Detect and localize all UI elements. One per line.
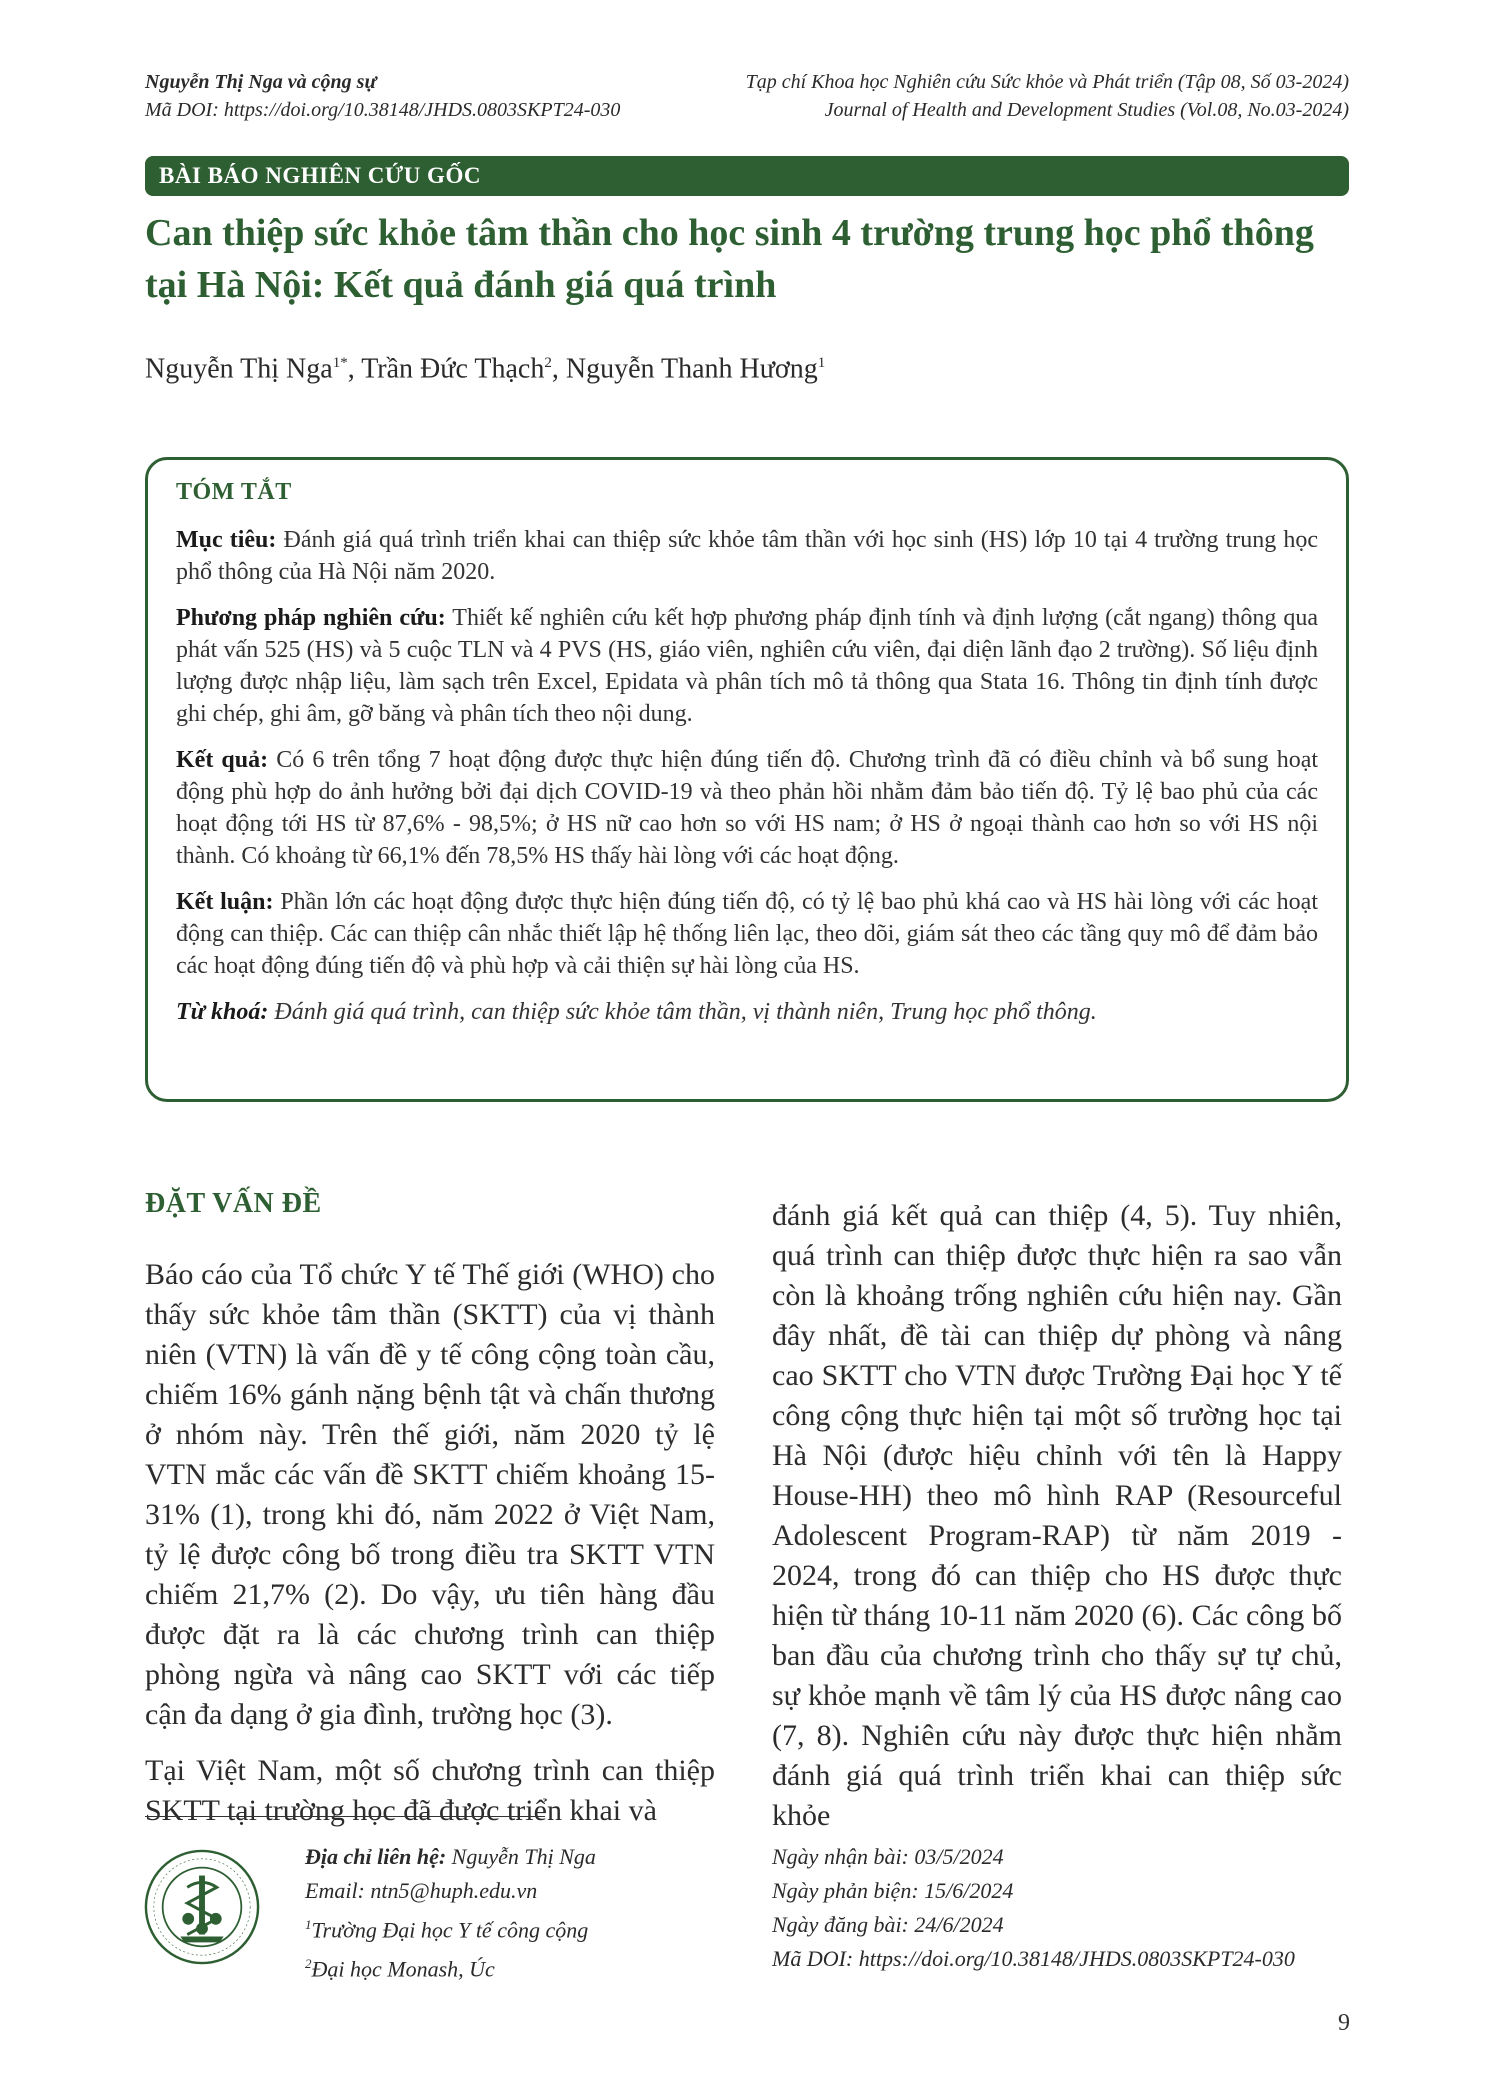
received-date: Ngày nhận bài: 03/5/2024 — [772, 1844, 1004, 1869]
abstract-box — [145, 457, 1349, 1102]
author-affiliation-mark: 1* — [332, 355, 348, 371]
email-address[interactable]: ntn5@huph.edu.vn — [370, 1878, 538, 1903]
header-author: Nguyễn Thị Nga và cộng sự — [145, 71, 377, 93]
body-column-right — [772, 1196, 1342, 1852]
article-type-banner: BÀI BÁO NGHIÊN CỨU GỐC — [145, 156, 1349, 196]
affiliation-text: Trường Đại học Y tế công cộng — [311, 1917, 589, 1943]
publish-date: Ngày đăng bài: 24/6/2024 — [772, 1912, 1004, 1937]
email-label: Email: — [305, 1878, 365, 1903]
abstract-keywords — [176, 996, 1318, 1028]
author-name: Trần Đức Thạch — [361, 353, 545, 385]
body-column-left — [145, 1255, 715, 1847]
page-number: 9 — [1338, 2010, 1350, 2036]
header-doi: Mã DOI: https://doi.org/10.38148/JHDS.0803SKPT24-030 — [145, 99, 621, 121]
abstract-label: Phương pháp nghiên cứu: — [176, 605, 446, 631]
section-heading: ĐẶT VẤN ĐỀ — [145, 1188, 322, 1219]
affiliation-text: Đại học Monash, Úc — [311, 1956, 495, 1982]
contact-info — [305, 1840, 596, 1987]
affiliation-2 — [305, 1947, 596, 1986]
author-name: Nguyễn Thị Nga — [145, 353, 333, 385]
abstract-results — [176, 744, 1318, 872]
body-paragraph: đánh giá kết quả can thiệp (4, 5). Tuy nhiên, quá trình can thiệp được thực hiện ra sao vẫn còn là khoảng trống nghiên cứu hiện nay. Gần đây nhất, đề tài can thiệp dự phòng và nâng cao SKTT cho VTN được Trường Đại học Y tế công cộng thực hiện tại một số trường học tại Hà Nội (được hiệu chỉnh với tên là Happy House-HH) theo mô hình RAP (Resourceful Adolescent Program-RAP) từ năm 2019 - 2024, trong đó can thiệp cho HS được thực hiện từ tháng 10-11 năm 2020 (6). Các công bố ban đầu của chương trình cho thấy sự tự chủ, sự khỏe mạnh về tâm lý của HS được nâng cao (7, 8). Nghiên cứu này được thực hiện nhằm đánh giá quá trình triển khai can thiệp sức khỏe — [772, 1199, 1342, 1832]
abstract-conclusion — [176, 886, 1318, 982]
abstract-objective — [176, 524, 1318, 588]
abstract-text: Đánh giá quá trình, can thiệp sức khỏe tâm thần, vị thành niên, Trung học phổ thông. — [274, 999, 1097, 1025]
body-paragraph: Tại Việt Nam, một số chương trình can thiệp SKTT tại trường học đã được triển khai và — [145, 1754, 715, 1827]
abstract-text: Có 6 trên tổng 7 hoạt động được thực hiện đúng tiến độ. Chương trình đã có điều chỉnh và bổ sung hoạt động phù hợp do ảnh hưởng bởi đại dịch COVID-19 và theo phản hồi nhằm đảm bảo tiến độ. Tỷ lệ bao phủ của các hoạt động tới HS từ 87,6% - 98,5%; ở HS nữ cao hơn so với HS nam; ở HS ở ngoại thành cao hơn so với HS nội thành. Có khoảng từ 66,1% đến 78,5% HS thấy hài lòng với các hoạt động. — [176, 747, 1319, 869]
abstract-text: Thiết kế nghiên cứu kết hợp phương pháp định tính và định lượng (cắt ngang) thông qua phát vấn 525 (HS) và 5 cuộc TLN và 4 PVS (HS, giáo viên, nghiên cứu viên, đại diện lãnh đạo 2 trường). Số liệu định lượng được nhập liệu, làm sạch trên Excel, Epidata và phân tích mô tả thông qua Stata 16. Thông tin định tính được ghi chép, ghi âm, gỡ băng và phân tích theo nội dung. — [176, 605, 1318, 727]
running-header-right — [746, 68, 1349, 124]
article-dates — [772, 1840, 1295, 1976]
university-seal-icon — [143, 1848, 261, 1966]
doi-footer[interactable]: Mã DOI: https://doi.org/10.38148/JHDS.0803SKPT24-030 — [772, 1946, 1295, 1971]
affiliation-mark: 1 — [305, 1917, 312, 1932]
affiliation-mark: 2 — [305, 1956, 312, 1972]
author-name: Nguyễn Thanh Hương — [565, 353, 818, 385]
header-journal-en: Journal of Health and Development Studies (Vol.08, No.03-2024) — [824, 99, 1349, 121]
contact-label: Địa chỉ liên hệ: — [305, 1844, 447, 1869]
running-header-left — [145, 68, 620, 124]
abstract-text: Phần lớn các hoạt động được thực hiện đúng tiến độ, có tỷ lệ bao phủ khá cao và HS hài lòng với các hoạt động can thiệp. Các can thiệp cân nhắc thiết lập hệ thống liên lạc, theo dõi, giám sát theo các tầng quy mô để đảm bảo các hoạt động đúng tiến độ và phù hợp và cải thiện sự hài lòng của HS. — [176, 889, 1318, 979]
abstract-methods — [176, 602, 1318, 730]
article-title: Can thiệp sức khỏe tâm thần cho học sinh 4 trường trung học phổ thông tại Hà Nội: Kết quả đánh giá quá trình — [145, 212, 1314, 306]
body-paragraph: Báo cáo của Tổ chức Y tế Thế giới (WHO) cho thấy sức khỏe tâm thần (SKTT) của vị thành niên (VTN) là vấn đề y tế công cộng toàn cầu, chiếm 16% gánh nặng bệnh tật và chấn thương ở nhóm này. Trên thế giới, năm 2020 tỷ lệ VTN mắc các vấn đề SKTT chiếm khoảng 15-31% (1), trong khi đó, năm 2022 ở Việt Nam, tỷ lệ được công bố trong điều tra SKTT VTN chiếm 21,7% (2). Do vậy, ưu tiên hàng đầu được đặt ra là các chương trình can thiệp phòng ngừa và nâng cao SKTT với các tiếp cận đa dạng ở gia đình, trường học (3). — [145, 1258, 715, 1731]
abstract-label: Kết quả: — [176, 747, 269, 773]
review-date: Ngày phản biện: 15/6/2024 — [772, 1878, 1014, 1903]
header-journal-vi: Tạp chí Khoa học Nghiên cứu Sức khỏe và Phát triển (Tập 08, Số 03-2024) — [745, 71, 1349, 93]
abstract-label: Mục tiêu: — [176, 527, 277, 553]
abstract-text: Đánh giá quá trình triển khai can thiệp sức khỏe tâm thần với học sinh (HS) lớp 10 tại 4 trường trung học phổ thông của Hà Nội năm 2020. — [176, 527, 1319, 585]
abstract-label: Từ khoá: — [176, 999, 269, 1025]
contact-line — [305, 1840, 596, 1874]
email-line — [305, 1874, 596, 1908]
abstract-label: Kết luận: — [176, 889, 274, 915]
contact-name: Nguyễn Thị Nga — [451, 1844, 596, 1869]
footnote-divider — [145, 1816, 545, 1817]
author-affiliation-mark: 2 — [544, 355, 552, 371]
abstract-heading: TÓM TẮT — [176, 479, 292, 505]
author-affiliation-mark: 1 — [817, 355, 826, 371]
author-list: Nguyễn Thị Nga$^{1*}$, Trần Đức Thạch$^2$, Nguyễn Thanh Hương$^1$ — [145, 353, 826, 385]
affiliation-1 — [305, 1908, 596, 1947]
